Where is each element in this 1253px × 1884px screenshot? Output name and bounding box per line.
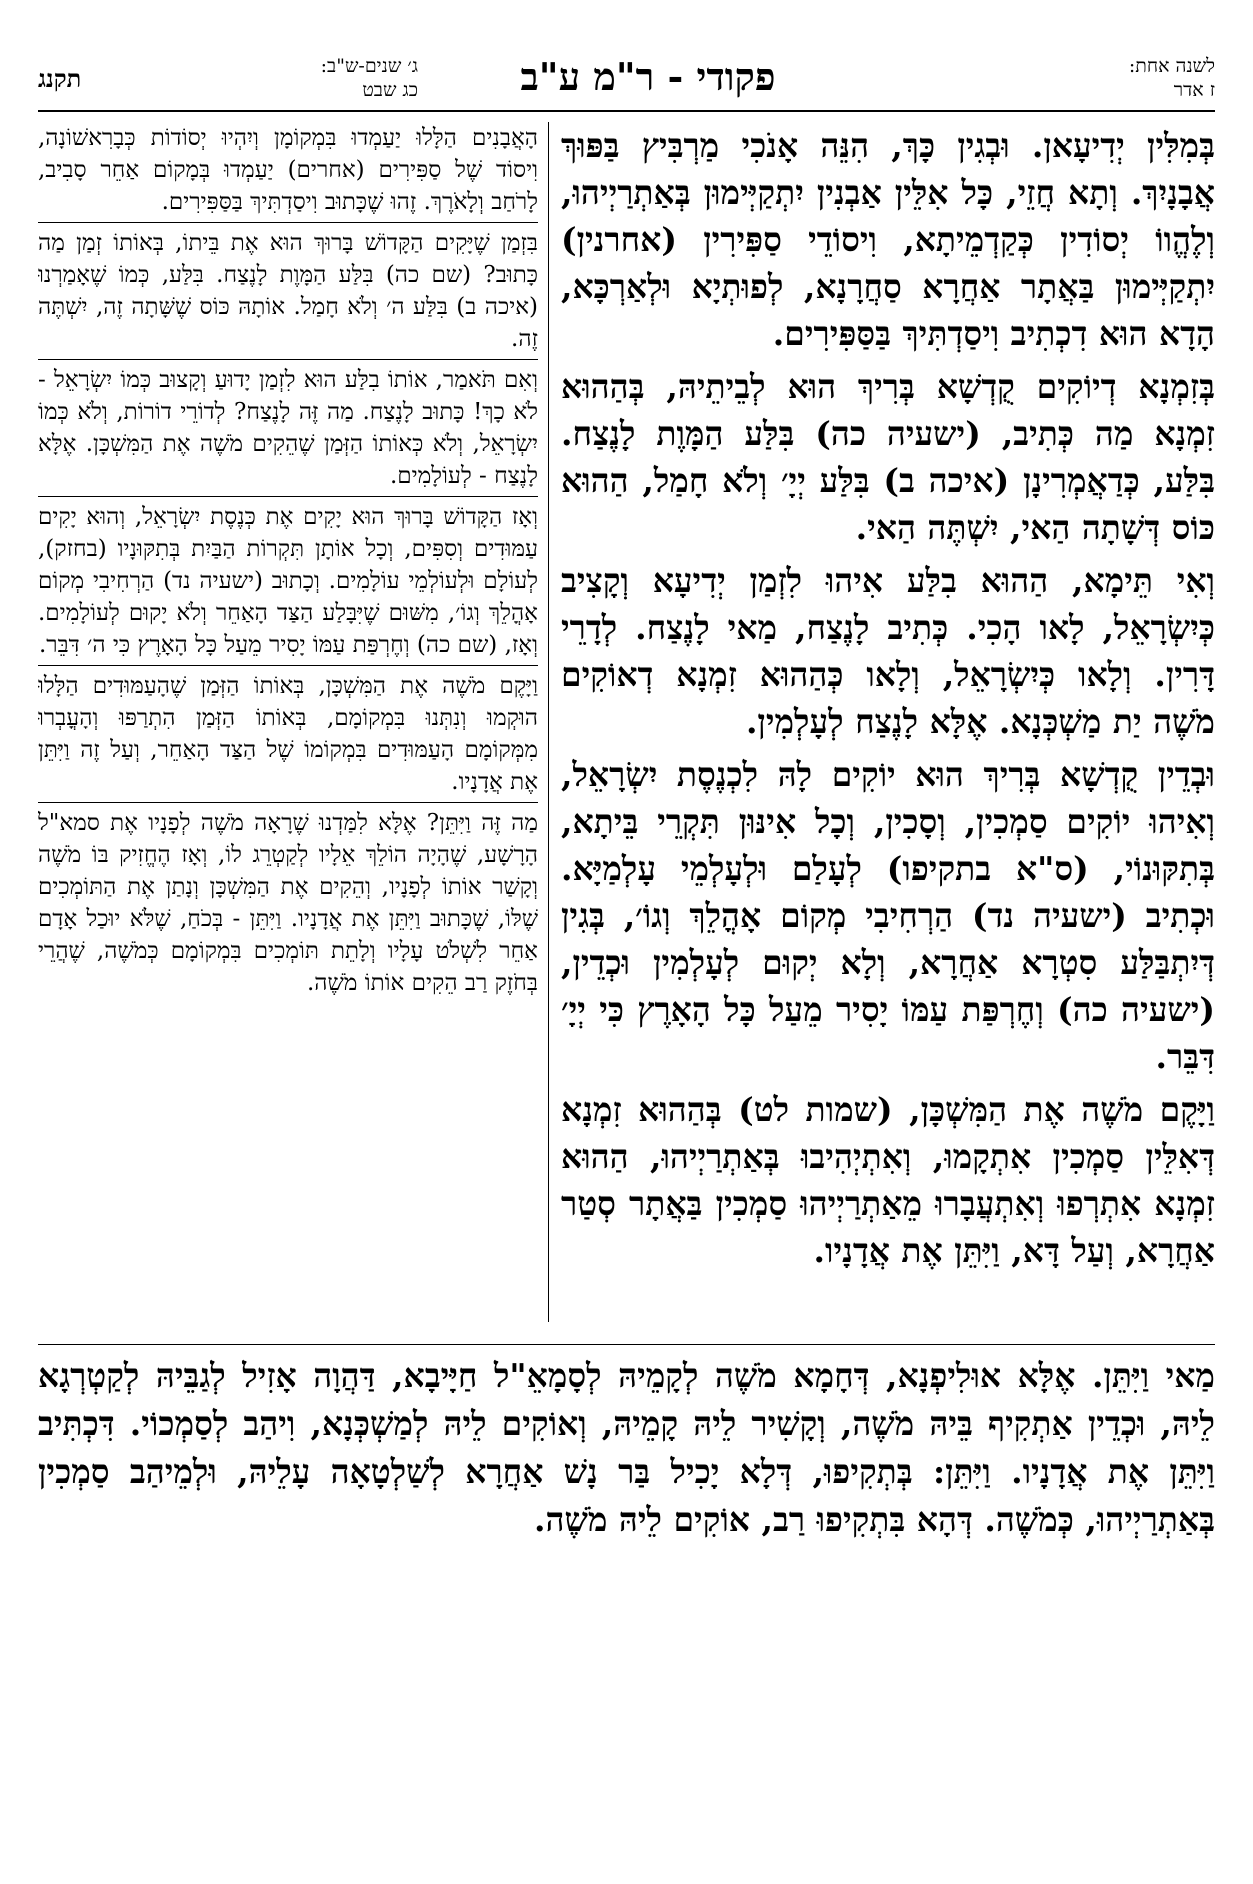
main-paragraph: וְאִי תֵּימָא, הַהוּא בִלַּע אִיהוּ לִזְמַן יְדִיעָא וְקָצִיב כְּיִשְׂרָאֵל, לָאו הָכִי. כְּתִיב לָנֶצַח, מַאי לָנֶצַח. לְדָרֵי דָּרִין. וְלָאו כְּיִשְׂרָאֵל, וְלָאו כְּהַהוּא זִמְנָא דְאוֹקִים מֹשֶׁה יַת מַשְׁכְּנָא. אֶלָּא לָנֶצַח לְעָלְמִין. [561, 561, 1215, 741]
page-header [38, 50, 1215, 112]
translation-paragraph: וְאִם תֹּאמַר, אוֹתוֹ בִלַּע הוּא לִזְמַן יָדוּעַ וְקָצוּב כְּמוֹ יִשְׂרָאֵל - לֹא כָךְ! כָּתוּב לָנֶצַח. מַה זֶּה לָנֶצַח? לְדוֹרֵי דוֹרוֹת, וְלֹא כְּמוֹ יִשְׂרָאֵל, וְלֹא כְּאוֹתוֹ הַזְּמַן שֶׁהֵקִים מֹשֶׁה אֶת הַמִּשְׁכָּן. אֶלָּא לָנֶצַח - לְעוֹלָמִים. [38, 367, 538, 489]
one-year-label: לשנה אחת: [1128, 55, 1215, 77]
translation-paragraph: בִּזְמַן שֶׁיָּקִים הַקָּדוֹשׁ בָּרוּךְ הוּא אֶת בֵּיתוֹ, בְּאוֹתוֹ זְמַן מַה כָּתוּב? (שם כה) בִּלַּע הַמָּוֶת לָנֶצַח. בִּלַּע, כְּמוֹ שֶׁאָמַרְנוּ (איכה ב) בִּלַּע ה׳ וְלֹא חָמַל. אוֹתָהּ כּוֹס שֶׁשָּׁתָה זֶה, יִשְׁתֶּה זֶה. [38, 230, 538, 352]
main-paragraph: וּבְדֵין קֻדְשָׁא בְּרִיךְ הוּא יוֹקִים לָהּ לִכְנֶסֶת יִשְׂרָאֵל, וְאִיהוּ יוֹקִים סַמְכִין, וְסָכִין, וְכָל אִינּוּן תִּקְרֵי בֵּיתָא, בְּתִקּוּנוֹי, (ס"א בתקיפו) לְעָלַם וּלְעָלְמֵי עָלְמַיָּא. וּכְתִיב (ישעיה נד) הַרְחִיבִי מְקוֹם אָהֳלֵךְ וְגוֹ׳, בְּגִין דְּיִתְבַּלַּע סִטְרָא אַחֲרָא, וְלָא יְקוּם לְעָלְמִין וּכְדֵין, (ישעיה כה) וְחֶרְפַּת עַמּוֹ יָסִיר מֵעַל כָּל הָאָרֶץ כִּי יְיָ׳ דִּבֵּר. [561, 755, 1215, 1076]
translation-paragraph: מַה זֶּה וַיִּתֵּן? אֶלָּא לִמַּדְנוּ שֶׁרָאָה מֹשֶׁה לְפָנָיו אֶת סמא"ל הָרָשָׁע, שֶׁהָיָה הוֹלֵךְ אֵלָיו לְקַטְרֵג לוֹ, וְאָז הֶחֱזִיק בּוֹ מֹשֶׁה וְקָשַׁר אוֹתוֹ לְפָנָיו, וְהֵקִים אֶת הַמִּשְׁכָּן וְנָתַן אֶת הַתּוֹמְכִים שֶׁלּוֹ, שֶׁכָּתוּב וַיִּתֵּן אֶת אֲדָנָיו. וַיִּתֵּן - בְּכֹחַ, שֶׁלֹּא יוּכַל אָדָם אַחֵר לִשְׁלֹט עָלָיו וְלָתֵת תּוֹמְכִים בִּמְקוֹמָם כְּמֹשֶׁה, שֶׁהֲרֵי בְּחֹזֶק רַב הֵקִים אוֹתוֹ מֹשֶׁה. [38, 810, 538, 996]
translation-paragraph: וַיָּקֶם מֹשֶׁה אֶת הַמִּשְׁכָּן, בְּאוֹתוֹ הַזְּמַן שֶׁהָעַמּוּדִים הַלָּלוּ הוּקְמוּ וְנִתְּנוּ בִּמְקוֹמָם, בְּאוֹתוֹ הַזְּמַן הִתְרַפּוּ וְהָעֳבְרוּ מִמְּקוֹמָם הָעַמּוּדִים בִּמְקוֹמוֹ שֶׁל הַצַּד הָאַחֵר, וְעַל זֶה וַיִּתֵּן אֶת אֲדָנָיו. [38, 673, 538, 795]
one-year-date: ז אדר [1173, 79, 1215, 101]
main-paragraph: בְּמִלִּין יְדִיעָאן. וּבְגִין כָּךְ, הִנֵּה אָנֹכִי מַרְבִּיץ בַּפּוּךְ אֲבָנָיִךְ. וְתָא חֲזֵי, כָּל אִלֵּין אַבְנִין יִתְקַיְּימוּן בְּאַתְרַיְיהוּ, וְלֶהֱווֹ יְסוֹדִין כְּקַדְמֵיתָא, וִיסוֹדֵי סַפִּירִין (אחרנין) יִתְקַיְּימוּן בַּאֲתָר אַחֲרָא סַחֲרָנָא, לְפוּתְיָא וּלְאַרְכָּא, הָדָא הוּא דִכְתִיב וִיסַדְתִּיךְ בַּסַּפִּירִים. [561, 126, 1215, 353]
paragraph-divider [38, 222, 538, 223]
paragraph-divider [38, 496, 538, 497]
translation-column [38, 122, 538, 1312]
main-paragraph: בְּזִמְנָא דְיוֹקִים קֻדְשָׁא בְּרִיךְ הוּא לְבֵיתֵיהּ, בְּהַהוּא זִמְנָא מַה כְּתִיב, (ישעיה כה) בִּלַּע הַמָּוֶת לָנֶצַח. בִּלַּע, כְּדַאֲמְרִינָן (איכה ב) בִּלַּע יְיָ׳ וְלֹא חָמַל, הַהוּא כּוֹס דְּשָׁתָה הַאי, יִשְׁתֶּה הַאי. [561, 367, 1215, 547]
three-years-label: ג׳ שנים-ש"ב: [320, 55, 418, 77]
paragraph-divider [38, 359, 538, 360]
paragraph-divider [38, 802, 538, 803]
main-paragraph: וַיָּקֶם מֹשֶׁה אֶת הַמִּשְׁכָּן, (שמות לט) בְּהַהוּא זִמְנָא דְּאִלֵּין סַמְכִין אִתְקָמוּ, וְאִתְיְהִיבוּ בְּאַתְרַיְיהוּ, הַהוּא זִמְנָא אִתְרְפוּ וְאִתְעֲבָרוּ מֵאַתְרַיְיהוּ סַמְכִין בַּאֲתָר סְטַר אַחֲרָא, וְעַל דָּא, וַיִּתֵּן אֶת אֲדָנָיו. [561, 1090, 1215, 1270]
translation-paragraph: הָאֲבָנִים הַלָּלוּ יַעַמְדוּ בִּמְקוֹמָן וְיִהְיוּ יְסוֹדוֹת כְּבָרִאשׁוֹנָה, וִיסוֹד שֶׁל סַפִּירִים (אחרים) יַעַמְדוּ בְּמָקוֹם אַחֵר סָבִיב, לָרֹחַב וְלָאֹרֶךְ. זֶהוּ שֶׁכָּתוּב וִיסַדְתִּיךְ בַּסַּפִּירִים. [38, 125, 538, 215]
reading-schedule-three-years [158, 54, 418, 102]
paragraph-divider [38, 665, 538, 666]
main-text-column [561, 122, 1215, 1332]
page-number: תקנג [38, 64, 82, 93]
page [38, 50, 1215, 1850]
translation-paragraph: וְאָז הַקָּדוֹשׁ בָּרוּךְ הוּא יָקִים אֶת כְּנֶסֶת יִשְׂרָאֵל, וְהוּא יָקִים עַמּוּדִים וְסִפִּים, וְכָל אוֹתָן תִּקְרוֹת הַבַּיִת בְּתִקּוּנָיו (בחזק), לְעוֹלָם וּלְעוֹלְמֵי עוֹלָמִים. וְכָתוּב (ישעיה נד) הַרְחִיבִי מְקוֹם אָהֳלֵךְ וְגוֹ׳, מִשּׁוּם שֶׁיִּבָּלַע הַצַּד הָאַחֵר וְלֹא יָקוּם לְעוֹלָמִים. וְאָז, (שם כה) וְחֶרְפַּת עַמּוֹ יָסִיר מֵעַל כָּל הָאָרֶץ כִּי ה׳ דִּבֵּר. [38, 504, 538, 658]
column-divider [548, 122, 549, 1322]
reading-schedule-one-year [1045, 54, 1215, 102]
header-divider [38, 110, 1215, 112]
page-title: פקודי - ר"מ ע"ב [520, 54, 776, 99]
three-years-date: כג שבט [362, 79, 418, 101]
full-width-paragraph: מַאי וַיִּתֵּן. אֶלָּא אוּלִיפְנָא, דְּחָמָא מֹשֶׁה לְקָמֵיהּ לְסָמָאֵ"ל חַיָּיבָא, דַּהֲוָה אָזִיל לְגַבֵּיהּ לְקַטְרְגָא לֵיהּ, וּכְדֵין אַתְקִיף בֵּיהּ מֹשֶׁה, וְקָשִׁיר לֵיהּ קָמֵיהּ, וְאוֹקִים לֵיהּ לְמַשְׁכְּנָא, וִיהַב לְסַמְכוֹי. דִּכְתִּיב וַיִּתֵּן אֶת אֲדָנָיו. וַיִּתֵּן: בְּתְקִיפוּ, דְּלָא יָכִיל בַּר נָשׁ אַחֲרָא לְשַׁלְטָאָה עָלֵיהּ, וּלְמֵיהַב סַמְכִין בְּאַתְרַיְיהוּ, כְּמֹשֶׁה. דְּהָא בִּתְקִיפוּ רַב, אוֹקִים לֵיהּ מֹשֶׁה. [38, 1356, 1215, 1539]
full-width-text [38, 1352, 1215, 1842]
section-divider [38, 1344, 1215, 1345]
